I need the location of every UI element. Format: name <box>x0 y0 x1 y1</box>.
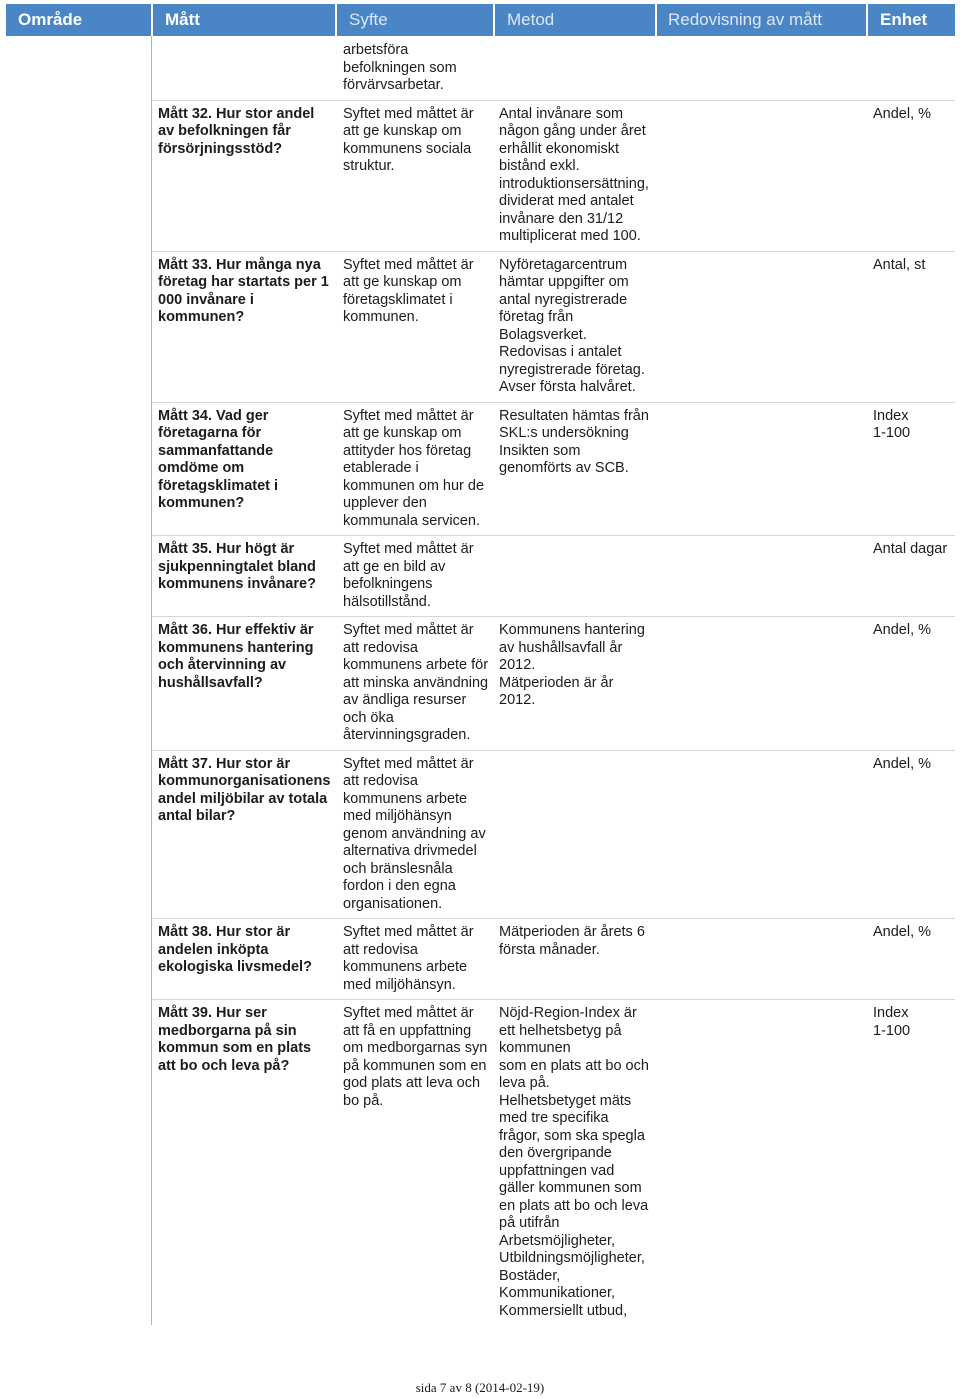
area-cell <box>6 535 152 616</box>
column-header-redovisning: Redovisning av mått <box>657 4 866 36</box>
purpose-text: Syftet med måttet är att ge kunskap om attityder hos företag etablerade i kommunen om hur de upplever den kommunala servicen. <box>337 402 494 536</box>
method-text: Antal invånare som någon gång under året erhållit ekonomiskt bistånd exkl. introduktionsersättning, dividerat med antalet invånare den 31/12 multiplicerat med 100. <box>494 100 656 251</box>
measure-row <box>6 918 955 999</box>
measure-question: Mått 34. Vad ger företagarna för sammanfattande omdöme om företagsklimatet i kommunen? <box>152 402 337 536</box>
area-cell <box>6 251 152 402</box>
area-cell <box>6 402 152 536</box>
reporting-cell <box>656 251 868 402</box>
area-cell <box>6 918 152 999</box>
measure-question: Mått 37. Hur stor är kommunorganisationens andel miljöbilar av totala antal bilar? <box>152 750 337 919</box>
area-cell <box>6 999 152 1325</box>
measure-row <box>6 616 955 750</box>
purpose-text: Syftet med måttet är att få en uppfattning om medborgarnas syn på kommunen som en god plats att leva och bo på. <box>337 999 494 1325</box>
reporting-cell <box>656 402 868 536</box>
unit-text: Index 1-100 <box>868 402 955 536</box>
purpose-text: Syftet med måttet är att ge en bild av befolkningens hälsotillstånd. <box>337 535 494 616</box>
reporting-cell <box>656 100 868 251</box>
purpose-text: Syftet med måttet är att ge kunskap om kommunens sociala struktur. <box>337 100 494 251</box>
column-header-enhet: Enhet <box>868 4 955 36</box>
unit-text: Andel, % <box>868 750 955 919</box>
measure-question: Mått 39. Hur ser medborgarna på sin kommun som en plats att bo och leva på? <box>152 999 337 1325</box>
measure-row <box>6 750 955 919</box>
measures-table <box>6 36 955 1325</box>
unit-text <box>868 36 955 100</box>
unit-text: Andel, % <box>868 616 955 750</box>
reporting-cell <box>656 750 868 919</box>
purpose-text: Syftet med måttet är att ge kunskap om företagsklimatet i kommunen. <box>337 251 494 402</box>
purpose-text: Syftet med måttet är att redovisa kommunens arbete med miljöhänsyn genom användning av alternativa drivmedel och bränslesnåla fordon i den egna organisationen. <box>337 750 494 919</box>
measure-question: Mått 35. Hur högt är sjukpenningtalet bland kommunens invånare? <box>152 535 337 616</box>
unit-text: Andel, % <box>868 100 955 251</box>
measure-row <box>6 251 955 402</box>
method-text: Nöjd-Region-Index är ett helhetsbetyg på kommunen som en plats att bo och leva på. Helhetsbetyget mäts med tre specifika frågor, som ska spegla den övergripande uppfattningen vad gäller kommunen som en plats att bo och leva på utifrån Arbetsmöjligheter, Utbildningsmöjligheter, Bostäder, Kommunikationer, Kommersiellt utbud, <box>494 999 656 1325</box>
unit-text: Antal, st <box>868 251 955 402</box>
area-cell <box>6 616 152 750</box>
method-text <box>494 535 656 616</box>
measure-question: Mått 32. Hur stor andel av befolkningen får försörjningsstöd? <box>152 100 337 251</box>
method-text: Mätperioden är årets 6 första månader. <box>494 918 656 999</box>
reporting-cell <box>656 616 868 750</box>
area-cell <box>6 750 152 919</box>
reporting-cell <box>656 535 868 616</box>
reporting-cell <box>656 918 868 999</box>
measure-question: Mått 33. Hur många nya företag har startats per 1 000 invånare i kommunen? <box>152 251 337 402</box>
unit-text: Antal dagar <box>868 535 955 616</box>
purpose-text: arbetsföra befolkningen som förvärvsarbetar. <box>343 42 457 93</box>
measure-question: Mått 38. Hur stor är andelen inköpta ekologiska livsmedel? <box>152 918 337 999</box>
method-text: Resultaten hämtas från SKL:s undersökning Insikten som genomförts av SCB. <box>494 402 656 536</box>
continuation-row <box>6 36 955 100</box>
measure-row <box>6 100 955 251</box>
method-text: Nyföretagarcentrum hämtar uppgifter om antal nyregistrerade företag från Bolagsverket. Redovisas i antalet nyregistrerade företag. Avser första halvåret. <box>494 251 656 402</box>
purpose-text: Syftet med måttet är att redovisa kommunens arbete med miljöhänsyn. <box>337 918 494 999</box>
column-header-omrade: Område <box>6 4 151 36</box>
purpose-text: Syftet med måttet är att redovisa kommunens arbete för att minska användning av ändliga resurser och öka återvinningsgraden. <box>337 616 494 750</box>
page-footer: sida 7 av 8 (2014-02-19) <box>415 1380 545 1395</box>
column-header-matt: Mått <box>153 4 335 36</box>
method-text <box>494 36 656 100</box>
unit-text: Andel, % <box>868 918 955 999</box>
unit-text: Index 1-100 <box>868 999 955 1325</box>
measure-row <box>6 535 955 616</box>
measure-question: Mått 36. Hur effektiv är kommunens hantering och återvinning av hushållsavfall? <box>152 616 337 750</box>
reporting-cell <box>656 36 868 100</box>
measure-question <box>152 36 337 100</box>
measure-row <box>6 402 955 536</box>
measure-row <box>6 999 955 1325</box>
column-header-metod: Metod <box>495 4 655 36</box>
reporting-cell <box>656 999 868 1325</box>
method-text <box>494 750 656 919</box>
method-text: Kommunens hantering av hushållsavfall år 2012. Mätperioden är år 2012. <box>494 616 656 750</box>
area-cell <box>6 100 152 251</box>
area-cell <box>6 36 152 100</box>
column-header-syfte: Syfte <box>337 4 493 36</box>
